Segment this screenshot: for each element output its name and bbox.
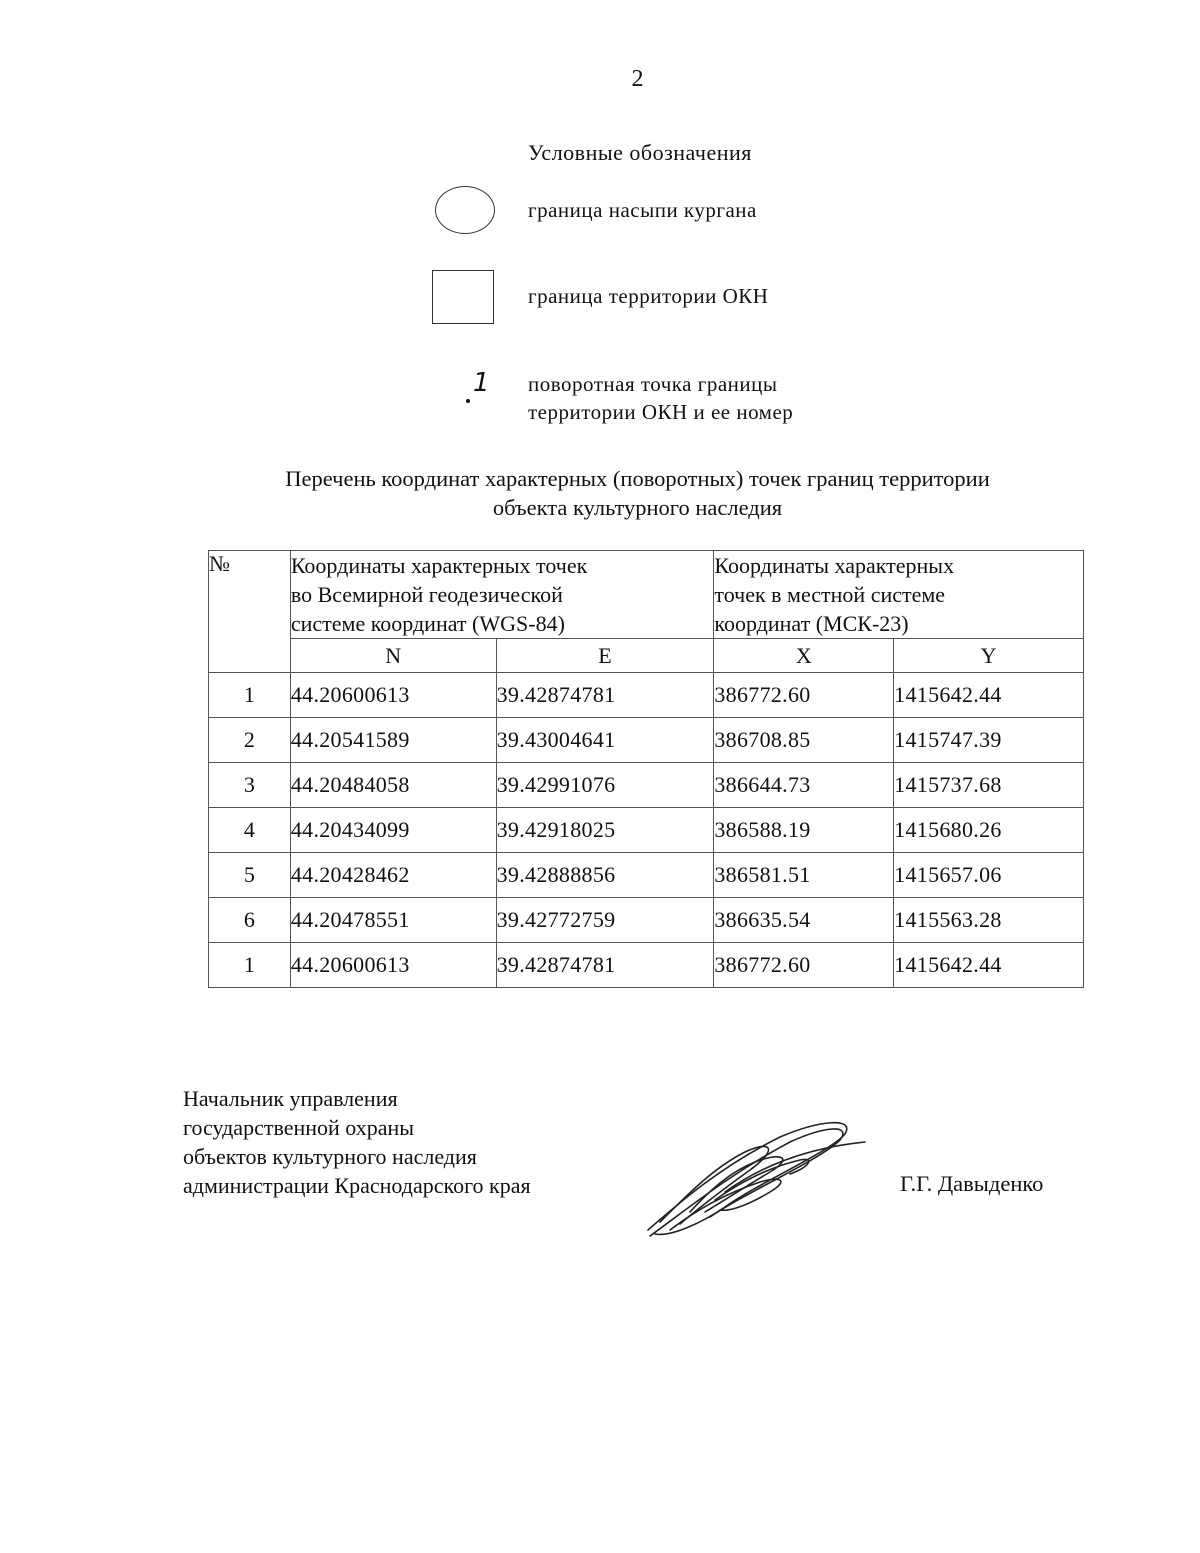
- cell-y: 1415642.44: [894, 673, 1084, 718]
- coordinates-list-title: [100, 464, 1175, 522]
- page-number: 2: [631, 66, 644, 92]
- wgs-header-line-3: системе координат (WGS-84): [290, 611, 565, 636]
- column-header-x: X: [714, 639, 894, 673]
- table-row: [209, 808, 1084, 853]
- cell-n: 44.20478551: [290, 898, 496, 943]
- cell-x: 386772.60: [714, 943, 894, 988]
- signer-name: Г.Г. Давыденко: [900, 1171, 1044, 1196]
- table-row: [209, 763, 1084, 808]
- cell-n: 44.20541589: [290, 718, 496, 763]
- point-dot-icon: [466, 399, 470, 403]
- table-row: [209, 718, 1084, 763]
- numbered-point-icon: 1: [473, 368, 490, 398]
- msk-header-line-3: координат (МСК-23): [714, 611, 909, 636]
- table-subheader-row: [209, 639, 1084, 673]
- cell-point-number: 1: [209, 673, 291, 718]
- table-row: [209, 898, 1084, 943]
- cell-n: 44.20600613: [290, 943, 496, 988]
- table-row: [209, 853, 1084, 898]
- cell-y: 1415747.39: [894, 718, 1084, 763]
- handwritten-signature: [630, 1112, 870, 1247]
- list-title-line-2: объекта культурного наследия: [492, 495, 783, 520]
- column-group-msk23: [714, 551, 1084, 639]
- cell-y: 1415657.06: [894, 853, 1084, 898]
- cell-point-number: 2: [209, 718, 291, 763]
- cell-x: 386635.54: [714, 898, 894, 943]
- column-header-y: Y: [894, 639, 1084, 673]
- column-group-wgs84: [290, 551, 714, 639]
- cell-e: 39.42874781: [496, 943, 714, 988]
- column-header-e: E: [496, 639, 714, 673]
- cell-n: 44.20484058: [290, 763, 496, 808]
- legend-title: Условные обозначения: [528, 140, 752, 165]
- circle-outline-icon: [435, 186, 495, 234]
- cell-e: 39.42772759: [496, 898, 714, 943]
- table-row: [209, 943, 1084, 988]
- cell-n: 44.20434099: [290, 808, 496, 853]
- cell-y: 1415680.26: [894, 808, 1084, 853]
- position-line-4: администрации Краснодарского края: [183, 1173, 531, 1198]
- column-header-number: №: [209, 551, 291, 673]
- legend-label-mound: граница насыпи кургана: [528, 198, 757, 222]
- cell-e: 39.43004641: [496, 718, 714, 763]
- cell-point-number: 5: [209, 853, 291, 898]
- wgs-header-line-1: Координаты характерных точек: [290, 553, 588, 578]
- cell-e: 39.42991076: [496, 763, 714, 808]
- column-header-n: N: [290, 639, 496, 673]
- cell-y: 1415737.68: [894, 763, 1084, 808]
- cell-x: 386708.85: [714, 718, 894, 763]
- cell-point-number: 4: [209, 808, 291, 853]
- cell-y: 1415563.28: [894, 898, 1084, 943]
- msk-header-line-1: Координаты характерных: [714, 553, 955, 578]
- position-line-1: Начальник управления: [183, 1086, 398, 1111]
- cell-x: 386644.73: [714, 763, 894, 808]
- cell-point-number: 6: [209, 898, 291, 943]
- cell-x: 386772.60: [714, 673, 894, 718]
- coordinates-table: [208, 550, 1084, 988]
- wgs-header-line-2: во Всемирной геодезической: [290, 582, 563, 607]
- cell-e: 39.42918025: [496, 808, 714, 853]
- legend-label-turning-point-2: территории ОКН и ее номер: [528, 400, 794, 424]
- list-title-line-1: Перечень координат характерных (поворотных) точек границ территории: [285, 466, 990, 491]
- signature-block: [183, 1084, 531, 1200]
- legend-label-turning-point-1: поворотная точка границы: [528, 372, 778, 396]
- cell-point-number: 1: [209, 943, 291, 988]
- msk-header-line-2: точек в местной системе: [714, 582, 946, 607]
- cell-e: 39.42874781: [496, 673, 714, 718]
- table-row: [209, 673, 1084, 718]
- cell-y: 1415642.44: [894, 943, 1084, 988]
- cell-x: 386581.51: [714, 853, 894, 898]
- position-line-2: государственной охраны: [183, 1115, 415, 1140]
- cell-n: 44.20600613: [290, 673, 496, 718]
- legend-label-territory: граница территории ОКН: [528, 284, 769, 308]
- table-header-row: [209, 551, 1084, 639]
- cell-point-number: 3: [209, 763, 291, 808]
- cell-x: 386588.19: [714, 808, 894, 853]
- position-line-3: объектов культурного наследия: [183, 1144, 477, 1169]
- cell-e: 39.42888856: [496, 853, 714, 898]
- square-outline-icon: [432, 270, 494, 324]
- cell-n: 44.20428462: [290, 853, 496, 898]
